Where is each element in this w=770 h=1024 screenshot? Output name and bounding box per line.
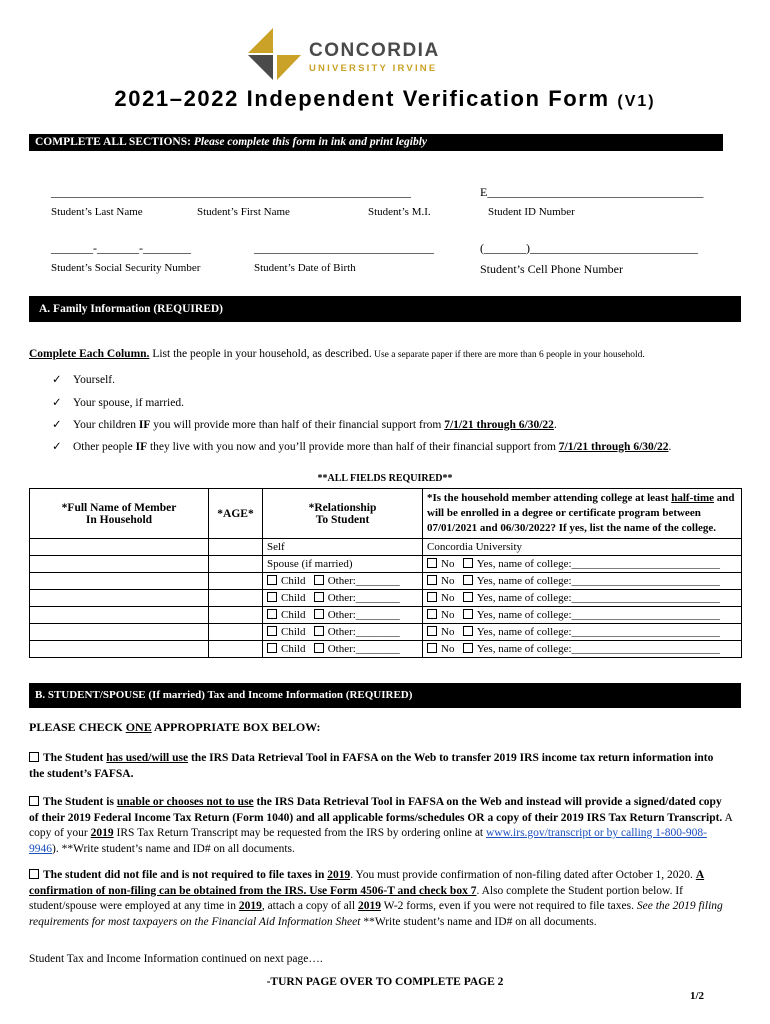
name-cell[interactable] [30,573,209,590]
instruction-text: PLEASE CHECK [29,720,126,734]
ssn-line[interactable]: _______-_______-________ [51,241,191,255]
concordia-cross-logo-icon [243,26,303,82]
col-header-text: and will be enrolled in a degree or certificate program between 07/01/2021 and 06/30/2022? If yes, list the name of the college. [427,492,735,534]
logo-name: CONCORDIA [309,40,440,61]
name-cell[interactable] [30,607,209,624]
age-cell[interactable] [209,590,263,607]
option-text: . Also complete the Student portion below. If student/spouse were employed at any time in [29,884,683,912]
criteria-end: . [553,419,557,431]
other-label: Other:________ [327,592,400,604]
yes-label: Yes, name of college:___________________________ [476,592,721,604]
other-label: Other:________ [327,575,400,587]
other-label: Other:________ [327,643,400,655]
other-label: Other:________ [327,626,400,638]
no-label: No [441,592,455,604]
no-checkbox[interactable] [427,626,437,636]
option-text: has used/will use [106,752,189,764]
criteria-text: Yourself. [73,374,115,386]
intro-text: List the people in your household, as described. [149,348,372,360]
table-row [30,624,742,641]
col-header-age: *AGE* [209,489,263,539]
option-tax-return [29,795,734,857]
college-cell [423,573,742,590]
no-checkbox[interactable] [427,558,437,568]
all-fields-required: **ALL FIELDS REQUIRED** [317,473,453,484]
section-b-header: B. STUDENT/SPOUSE (If married) Tax and Income Information (REQUIRED) [29,683,741,708]
title-main: 2021–2022 Independent Verification Form [114,86,610,111]
relationship-cell: Spouse (if married) [263,556,423,573]
yes-label: Yes, name of college:___________________________ [476,643,721,655]
option-non-filer [29,868,734,930]
yes-label: Yes, name of college:___________________________ [476,575,721,587]
child-label: Child [281,643,306,655]
col-header-text: *Full Name of Member [61,501,177,514]
criteria-text: you will provide more than half of their financial support from [150,419,445,431]
criteria-text: they live with you now and you’ll provide more than half of their financial support from [147,441,559,453]
college-cell [423,556,742,573]
household-criteria-list [52,372,671,461]
option-text: unable or chooses not to use [116,796,254,808]
criteria-end: . [668,441,672,453]
table-row [30,641,742,658]
dob-line[interactable]: ______________________________ [254,241,434,255]
college-cell [423,590,742,607]
college-cell: Concordia University [423,539,742,556]
no-label: No [441,575,455,587]
criteria-text: Your spouse, if married. [73,397,184,409]
instruction-text: APPROPRIATE BOX BELOW: [151,720,321,734]
relationship-cell: Self [263,539,423,556]
criteria-dates: 7/1/21 through 6/30/22 [444,419,554,431]
phone-label: Student’s Cell Phone Number [480,262,623,276]
option-year: 2019 [238,900,262,912]
household-table [29,488,742,658]
age-cell[interactable] [209,556,263,573]
table-row [30,539,742,556]
option-text: **Write student’s name and ID# on all documents. [360,915,597,928]
dob-label: Student’s Date of Birth [254,262,356,274]
option-text: IRS Tax Return Transcript may be requested from the IRS by ordering online at [113,827,486,839]
no-label: No [441,609,455,621]
table-row [30,590,742,607]
other-checkbox[interactable] [314,592,324,602]
name-cell[interactable] [30,590,209,607]
option-text: The Student is [43,796,117,808]
option-text: See the 2019 filing requirements for most taxpayers on the Financial Aid Information Sheet [29,900,723,928]
option-text: the IRS Data Retrieval Tool in FAFSA on the Web and instead will provide a signed/dated copy of their 2019 Federal Income Tax Return (Form 1040) and all applicable forms/schedules OR a copy of their 2019 IRS Tax Return Transcript. [29,796,723,824]
instruction-one: ONE [125,720,152,734]
continued-note: Student Tax and Income Information continued on next page…. [29,953,323,965]
child-label: Child [281,575,306,587]
relationship-cell [263,624,423,641]
yes-checkbox[interactable] [463,643,473,653]
complete-bar-bold: COMPLETE ALL SECTIONS: [35,136,191,148]
option-drt-checkbox[interactable] [29,752,39,762]
option-text: A copy of your [29,811,733,839]
other-label: Other:________ [327,609,400,621]
option-text: The student did not file and is not required to file taxes in [43,869,328,881]
option-non-filer-checkbox[interactable] [29,869,39,879]
section-a-header: A. Family Information (REQUIRED) [29,296,741,322]
page-title [0,86,770,112]
phone-line[interactable]: (_______)____________________________ [480,241,698,255]
name-cell[interactable] [30,641,209,658]
criteria-if: IF [138,419,151,431]
no-label: No [441,626,455,638]
no-checkbox[interactable] [427,609,437,619]
logo-subname: UNIVERSITY IRVINE [309,63,438,74]
yes-label: Yes, name of college:___________________________ [476,558,721,570]
child-checkbox[interactable] [267,609,277,619]
child-checkbox[interactable] [267,643,277,653]
other-checkbox[interactable] [314,643,324,653]
last-name-label: Student’s Last Name [51,206,143,218]
option-text: W-2 forms, even if you were not required to file taxes. [380,900,637,912]
page-number: 1/2 [690,990,705,1002]
other-checkbox[interactable] [314,626,324,636]
age-cell[interactable] [209,607,263,624]
criteria-item [52,372,671,395]
no-checkbox[interactable] [427,643,437,653]
no-checkbox[interactable] [427,592,437,602]
col-header-text: *Is the household member attending college at least [427,492,672,504]
option-text: ). **Write student’s name and ID# on all documents. [52,842,295,855]
title-version: (V1) [617,93,656,110]
relationship-cell [263,641,423,658]
check-one-instruction [29,720,321,735]
option-tax-return-checkbox[interactable] [29,796,39,806]
yes-checkbox[interactable] [463,558,473,568]
name-cell[interactable] [30,624,209,641]
criteria-text: Other people [73,441,136,453]
ssn-label: Student’s Social Security Number [51,262,201,274]
child-label: Child [281,626,306,638]
relationship-cell [263,607,423,624]
criteria-item [52,395,671,417]
option-year: 2019 [327,869,351,881]
other-checkbox[interactable] [314,575,324,585]
yes-checkbox[interactable] [463,626,473,636]
table-row [30,573,742,590]
col-header-text: *Relationship [308,501,377,514]
turn-page-note: -TURN PAGE OVER TO COMPLETE PAGE 2 [266,976,504,988]
name-cell[interactable] [30,556,209,573]
option-text: The Student [43,752,107,764]
other-checkbox[interactable] [314,609,324,619]
option-year: 2019 [90,827,114,839]
col-header-relationship [263,489,423,539]
relationship-cell [263,573,423,590]
intro-small: Use a separate paper if there are more than 6 people in your household. [371,350,645,360]
criteria-item [52,417,671,439]
student-name-line[interactable]: ____________________________________________________________ [51,185,411,199]
intro-bold: Complete Each Column. [29,348,150,360]
table-row [30,607,742,624]
child-label: Child [281,609,306,621]
table-row [30,556,742,573]
no-label: No [441,643,455,655]
college-cell [423,624,742,641]
irs-transcript-link[interactable]: www.irs.gov/transcript or by calling 1-800-908-9946 [29,827,707,855]
criteria-text: Your children [73,419,139,431]
option-year: 2019 [357,900,381,912]
complete-bar-italic: Please complete this form in ink and print legibly [193,136,428,148]
age-cell[interactable] [209,624,263,641]
first-name-label: Student’s First Name [197,206,290,218]
name-cell[interactable] [30,539,209,556]
checkmark-icon: ✓ [52,374,62,386]
col-header-text: In Household [85,513,153,526]
yes-checkbox[interactable] [463,609,473,619]
checkmark-icon: ✓ [52,397,62,409]
option-text: the IRS Data Retrieval Tool in FAFSA on the Web to transfer 2019 IRS income tax return information into the student’s FAFSA. [29,752,714,780]
no-label: No [441,558,455,570]
option-drt [29,751,729,782]
student-id-line[interactable]: E____________________________________ [480,185,704,199]
child-label: Child [281,592,306,604]
relationship-cell [263,590,423,607]
mi-label: Student’s M.I. [368,206,431,218]
option-text: A confirmation of non-filing can be obtained from the IRS. Use Form 4506-T and check box 7 [29,869,705,897]
criteria-dates: 7/1/21 through 6/30/22 [558,441,669,453]
option-text: . You must provide confirmation of non-filing dated after October 1, 2020. [350,869,696,881]
yes-checkbox[interactable] [463,575,473,585]
yes-label: Yes, name of college:___________________________ [476,609,721,621]
col-header-name [30,489,209,539]
concordia-logo [243,26,463,82]
checkmark-icon: ✓ [52,441,62,453]
college-cell [423,607,742,624]
age-cell[interactable] [209,573,263,590]
child-checkbox[interactable] [267,575,277,585]
checkmark-icon: ✓ [52,419,62,431]
option-text: , attach a copy of all [261,900,358,912]
criteria-if: IF [135,441,148,453]
college-cell [423,641,742,658]
child-checkbox[interactable] [267,626,277,636]
complete-sections-bar [29,134,723,151]
no-checkbox[interactable] [427,575,437,585]
yes-label: Yes, name of college:___________________________ [476,626,721,638]
section-a-intro [29,348,749,360]
col-header-text: To Student [315,513,370,526]
child-checkbox[interactable] [267,592,277,602]
student-id-label: Student ID Number [488,206,575,218]
yes-checkbox[interactable] [463,592,473,602]
col-header-college [423,489,742,539]
age-cell[interactable] [209,641,263,658]
criteria-item [52,439,671,461]
age-cell[interactable] [209,539,263,556]
col-header-halftime: half-time [671,492,714,504]
